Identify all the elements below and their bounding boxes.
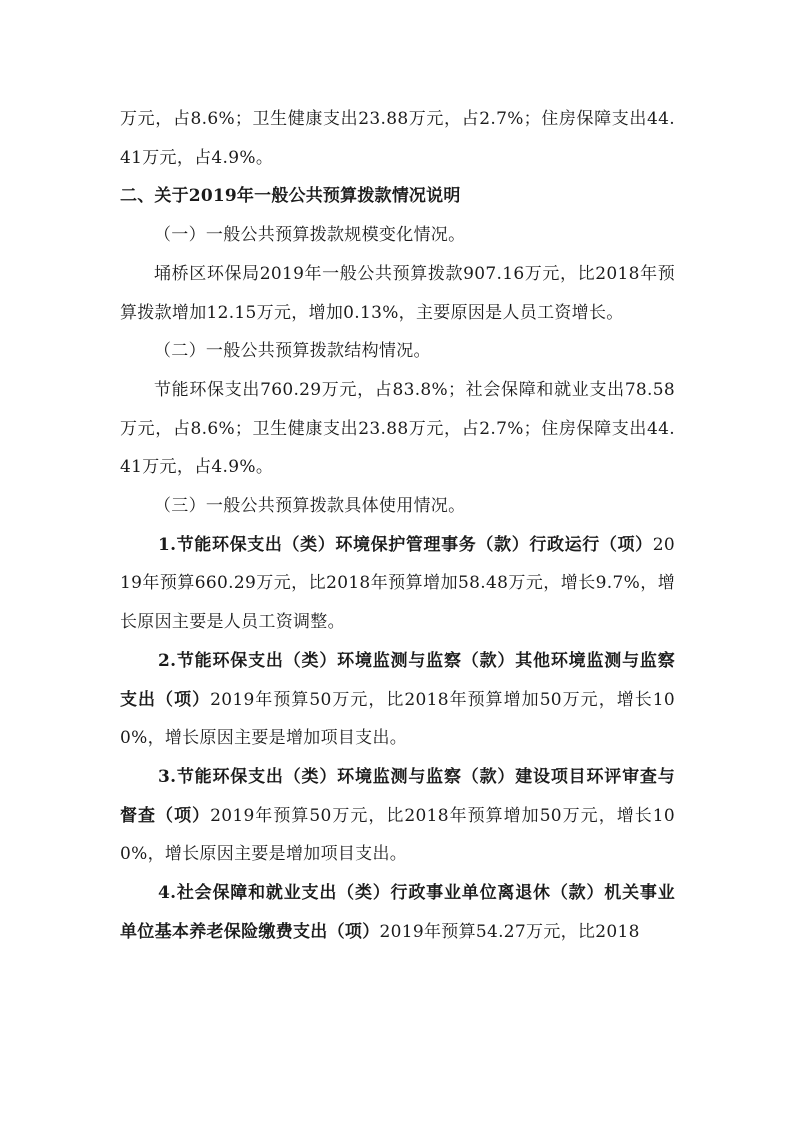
- subsection-title-2: （二）一般公共预算拨款结构情况。: [154, 341, 431, 362]
- budget-structure-paragraph: 节能环保支出760.29万元，占83.8%；社会保障和就业支出78.58万元，占8.6%；卫生健康支出23.88万元，占2.7%；住房保障支出44.41万元，占4.9%。: [120, 379, 675, 478]
- budget-item-3: [120, 758, 675, 874]
- budget-item-2-title: 2.节能环保支出（类）环境监测与监察（款）其他环境监测与监察支出（项）: [120, 650, 675, 710]
- budget-item-1: [120, 526, 675, 642]
- budget-item-4-text: 2019年预算54.27万元，比2018: [379, 921, 640, 942]
- subsection-title-3: （三）一般公共预算拨款具体使用情况。: [154, 496, 466, 517]
- budget-item-2-text: 2019年预算50万元，比2018年预算增加50万元，增长100%，增长原因主要是增加项目支出。: [120, 689, 675, 749]
- budget-item-3-title: 3.节能环保支出（类）环境监测与监察（款）建设项目环评审查与督查（项）: [120, 766, 675, 826]
- document-page: [120, 100, 675, 951]
- budget-item-3-text: 2019年预算50万元，比2018年预算增加50万元，增长100%，增长原因主要是增加项目支出。: [120, 805, 675, 865]
- section-heading: 二、关于2019年一般公共预算拨款情况说明: [120, 186, 461, 207]
- budget-item-2: [120, 642, 675, 758]
- subsection-title-1: （一）一般公共预算拨款规模变化情况。: [154, 225, 466, 246]
- budget-item-1-text: 2019年预算660.29万元，比2018年预算增加58.48万元，增长9.7%，增长原因主要是人员工资调整。: [120, 534, 675, 633]
- budget-item-4: [120, 874, 675, 951]
- continued-paragraph: 万元，占8.6%；卫生健康支出23.88万元，占2.7%；住房保障支出44.41万元，占4.9%。: [120, 109, 675, 168]
- budget-scale-paragraph: 埇桥区环保局2019年一般公共预算拨款907.16万元，比2018年预算拨款增加12.15万元，增加0.13%，主要原因是人员工资增长。: [120, 263, 675, 323]
- budget-item-4-title: 4.社会保障和就业支出（类）行政事业单位离退休（款）机关事业单位基本养老保险缴费支出（项）: [120, 883, 675, 942]
- budget-item-1-title: 1.节能环保支出（类）环境保护管理事务（款）行政运行（项）: [158, 534, 653, 555]
